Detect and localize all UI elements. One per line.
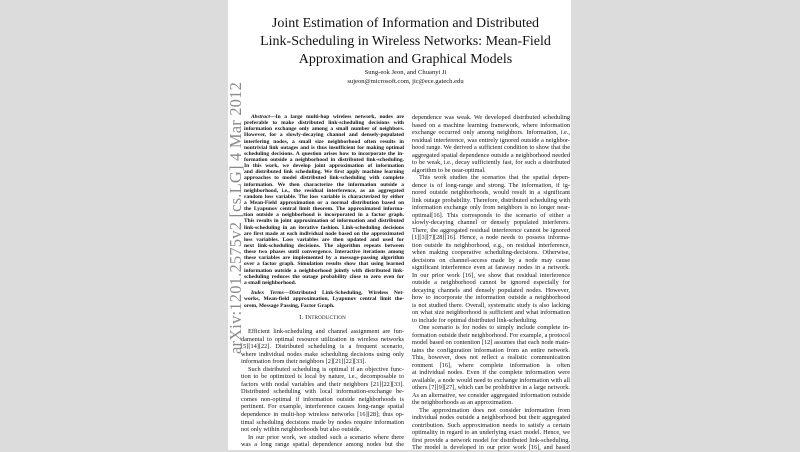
- text-line: not only within neighborhoods but also outside.: [241, 426, 362, 434]
- left-column-body: [241, 328, 404, 449]
- text-line: to be weak, i.e., decay sufficiently fast, for such a distributed: [412, 159, 570, 166]
- text-line: exchange occurred only among neighbors. Information, i.e.,: [412, 129, 570, 136]
- author-names: Sung-eok Jeon, and Chuanyi Ji: [364, 69, 447, 76]
- text-line: the neighborhoods as an approximation.: [412, 399, 513, 406]
- text-line: based on a machine learning framework, where information: [412, 121, 570, 129]
- text-line: formation outside their neighborhood. For example, a protocol: [412, 331, 570, 339]
- text-line: The approximation does not consider information from: [419, 406, 570, 414]
- title-line: Approximation and Graphical Models: [298, 52, 513, 67]
- text-line: individual nodes outside a neighborhood but their aggregated: [412, 414, 570, 421]
- text-line: are first made at each individual node based on the approximated: [244, 230, 404, 237]
- text-line: optimality in regard to an underlying exact model. Hence, we: [412, 429, 570, 436]
- text-line: these variables are implemented by a message-passing algorithm: [244, 255, 404, 262]
- text-line: model based on contention [12] assumes that each node main-: [412, 339, 570, 346]
- arxiv-stamp: arXiv:1201.2575v2 [cs.LG] 4 Mar 2012: [226, 81, 245, 355]
- text-line: a small neighborhood.: [244, 279, 297, 286]
- text-line: a Mean-Field approximation or a normal distribution based on: [244, 199, 404, 206]
- text-line: next link-scheduling decisions. The algorithm repeats between: [244, 242, 404, 249]
- text-line: algorithm to be near-optimal.: [412, 166, 486, 174]
- text-line: approaches to model distributed link-scheduling with complete: [244, 175, 404, 182]
- text-line: damental to optimal resource utilization in wireless networks: [241, 335, 404, 343]
- text-line: over a factor graph. Simulation results show that using learned: [244, 261, 404, 268]
- text-line: link outage probability. Therefore, distributed scheduling with: [412, 196, 570, 204]
- text-line: works, Mean-field approximation, Lyapunov central limit the-: [244, 296, 404, 303]
- text-line: decisions on channel-access made by a node may cause: [412, 256, 570, 264]
- text-line: decaying channels and densely populated nodes. However,: [412, 286, 570, 294]
- text-line: Such distributed scheduling is optimal if an objective func-: [248, 365, 404, 373]
- text-line: where individual nodes make scheduling decisions using only: [241, 350, 404, 358]
- text-line: dependence in multi-hop wireless networks [16][28]; thus op-: [241, 411, 404, 419]
- text-line: at individual nodes. Even if the complete information were: [412, 369, 570, 376]
- text-line: [1][3][7][28][16]. Hence, a node needs to possess informa-: [412, 234, 570, 241]
- text-line: scheduling reduces the outage probability close to zero even for: [244, 273, 404, 280]
- text-line: One scenario is for nodes to simply include complete in-: [419, 324, 570, 331]
- text-line: information exchange only from neighbors is no longer near-: [412, 204, 570, 211]
- text-line: was a long range spatial dependence among nodes but the: [241, 441, 404, 449]
- text-line: these two phases until convergence. Interactive iterations among: [244, 249, 404, 256]
- text-line: and distributed link scheduling. We first apply machine learning: [244, 169, 404, 176]
- abstract: [244, 114, 404, 286]
- text-line: link-scheduling in an iterative fashion. Link-scheduling decisions: [244, 224, 404, 231]
- author-block: [241, 69, 570, 86]
- index-terms: [244, 290, 404, 309]
- paper-title: [241, 15, 570, 69]
- text-line: preferable to make distributed link-scheduling decisions with: [244, 120, 404, 127]
- text-line: comes non-optimal if information outside neighborhoods is: [241, 395, 404, 403]
- section-heading: I. Introduction: [299, 314, 346, 321]
- text-line: There, the aggregated residual interference cannot be ignored: [412, 226, 570, 234]
- text-line: neighborhood, i.e., the residual interference, as an aggregated: [244, 187, 404, 194]
- text-line: to include for optimal distributed link-scheduling.: [412, 316, 538, 324]
- text-line: tains the configuration information from an entire network.: [412, 346, 570, 354]
- text-line: pertinent. For example, interference causes long-range spatial: [241, 403, 404, 411]
- text-line: aggregated spatial dependence outside a neighborhood needed: [412, 151, 570, 159]
- text-line: In our prior work, we studied such a scenario where there: [248, 433, 404, 441]
- text-line: information. We then characterize the information outside a: [244, 181, 404, 188]
- text-line: In this work, we develop joint approximation of information: [244, 163, 404, 170]
- text-line: This results in joint approximation of information and distributed: [244, 218, 404, 225]
- text-line: scheduling decisions. A question arises how to incorporate the in-: [244, 150, 404, 157]
- text-line: Efficient link-scheduling and channel assignment are fun-: [248, 328, 404, 335]
- text-line: nontrivial link outages and is thus insufficient for making optimal: [244, 144, 404, 151]
- text-line: significant interference even at faraway nodes in a network.: [412, 264, 570, 271]
- text-line: timal scheduling decisions made by nodes require information: [241, 418, 404, 426]
- text-line: outside a neighborhood cannot be ignored especially for: [412, 279, 570, 286]
- text-line: others [7][9][27], which can be prohibitive in a large network.: [412, 384, 570, 391]
- text-line: This, however, does not reflect a realistic communication: [412, 354, 570, 361]
- text-line: dence is of long-range and strong. The information, if ig-: [412, 181, 570, 189]
- title-line: Link-Scheduling in Wireless Networks: Mean-Field: [260, 34, 551, 49]
- text-line: This work studies the scenarios that the spatial depen-: [419, 174, 570, 181]
- text-line: Distributed scheduling with local information-exchange be-: [241, 388, 404, 396]
- line-text: —Distributed Link-Scheduling, Wireless Net-: [283, 290, 404, 296]
- text-line: dependence was weak. We developed distributed scheduling: [412, 114, 570, 121]
- text-line: information outside a neighborhood jointly with distributed link-: [244, 267, 404, 274]
- text-line: on what size neighborhood is sufficient and what information: [412, 309, 570, 316]
- text-line: contribution. Such approximation needs to satisfy a certain: [412, 421, 570, 429]
- text-line: how to incorporate the information outside a neighborhood: [412, 294, 570, 301]
- text-line: As an alternative, we consider aggregated information outside: [412, 391, 570, 399]
- section-label: Abstract: [251, 114, 270, 120]
- text-line: loss variables. Loss variables are then updated and used for: [244, 236, 404, 243]
- title-line: Joint Estimation of Information and Distributed: [271, 16, 540, 31]
- text-line: The model is developed in our prior work [16], and based: [412, 444, 570, 451]
- text-line: hood range. We derived a sufficient condition to show that the: [412, 144, 570, 151]
- author-emails: sujeon@microsoft.com, jic@ece.gatech.edu: [347, 77, 464, 85]
- text-line: slowly-decaying channel or densely populated interferers.: [412, 219, 570, 226]
- text-line: [5][14][22]. Distributed scheduling is a frequent scenario,: [241, 343, 404, 351]
- text-line: In our prior work [16], we show that residual interference: [412, 271, 570, 279]
- text-line: optimal[16]. This corresponds to the scenario of either a: [412, 211, 570, 219]
- text-line: when making cooperative scheduling-decisions. Otherwise,: [412, 249, 570, 256]
- text-line: is not studied there. Overall, systematic study is also lacking: [412, 301, 570, 309]
- text-line: information exchange only among a small number of neighbors.: [244, 126, 404, 133]
- text-line: However, for a slowly-decaying channel and densely-populated: [244, 132, 404, 139]
- text-line: the Lyapunov central limit theorem. The approximated informa-: [244, 206, 404, 213]
- text-line: tion to be optimized is local by nature, i.e., decomposable to: [241, 373, 404, 381]
- text-line: tion outside a neighborhood is incorporated in a factor graph.: [244, 212, 404, 219]
- text-line: residual interference, was entirely ignored outside a neighbor-: [412, 136, 570, 144]
- text-line: ronment [16], where complete information is often: [412, 361, 570, 369]
- text-line: orem, Message Passing, Factor Graph.: [244, 302, 335, 309]
- section-label: Index Terms: [251, 290, 284, 296]
- text-line: available, a node would need to exchange information with all: [412, 376, 570, 384]
- text-line: random loss variable. The loss variable is characterized by either: [244, 193, 404, 200]
- text-line: nored outside neighborhoods, would result in a significant: [412, 189, 570, 196]
- line-text: —In a large multi-hop wireless network, nodes are: [269, 114, 404, 120]
- text-line: factors with nodal variables and their neighbors [21][22][33].: [241, 380, 404, 388]
- right-column-body: [412, 114, 570, 452]
- text-line: first provide a network model for distributed link-scheduling.: [412, 436, 570, 444]
- text-line: tion outside its neighborhood, e.g., on residual interference,: [412, 241, 570, 249]
- text-line: interfering nodes, a small size neighborhood often results in: [244, 138, 404, 145]
- text-line: formation outside a neighborhood in distributed link-scheduling.: [244, 156, 404, 163]
- text-line: information from their neighbors [2][21][22][33].: [241, 358, 367, 366]
